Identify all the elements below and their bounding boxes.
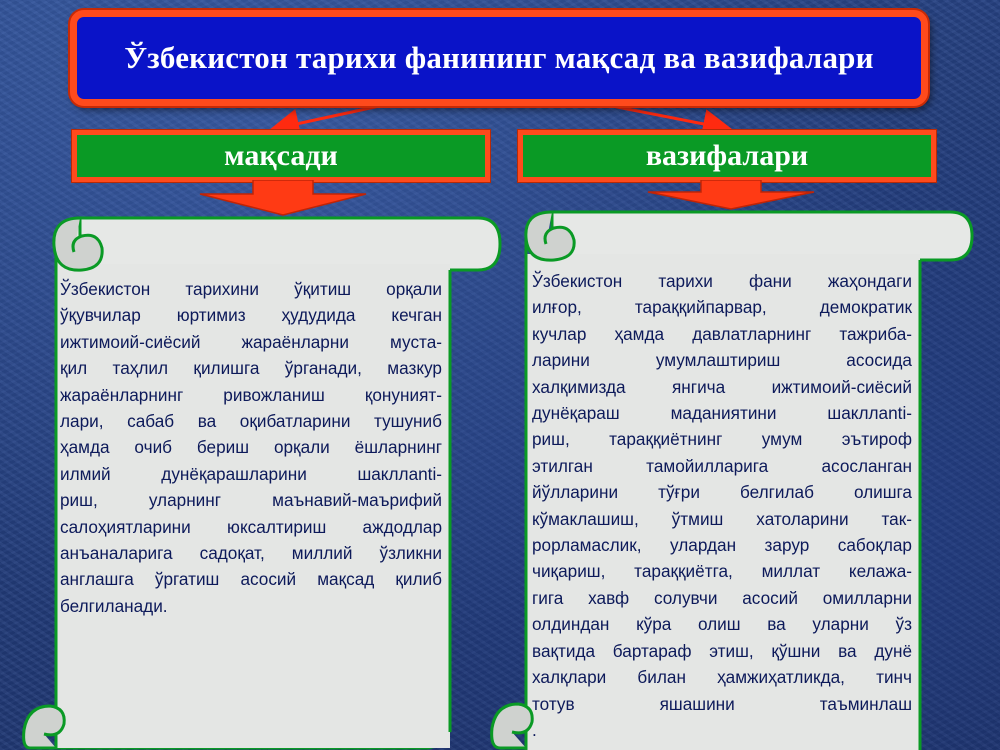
tasks-text-line: халқимизда янгича ижтимоий-сиёсий — [532, 376, 912, 397]
tasks-text-line: чиқариш, тараққиётга, миллат келажа- — [532, 561, 912, 582]
goal-text-line: Ўзбекистон тарихини ўқитиш орқали — [60, 279, 442, 299]
tasks-text-line: олдиндан кўра олиш ва уларни ўз — [532, 614, 912, 635]
page-title: Ўзбекистон тарихи фанининг мақсад ва вазифалари — [124, 40, 874, 75]
tasks-text-line: риш, тараққиётнинг умум эътироф — [532, 429, 912, 450]
tasks-text-line: ларини умумлаштириш асосида — [532, 350, 912, 371]
tasks-text — [532, 268, 912, 743]
goal-text — [60, 276, 442, 619]
goal-text-line: анъаналарига садоқат, миллий ўзликни — [60, 543, 442, 564]
tasks-text-line: гига хавф солувчи асосий омилларни — [532, 587, 912, 608]
goal-text-line: қил таҳлил қилишга ўрганади, мазкур — [60, 358, 442, 379]
goal-text-line: ҳамда очиб бериш орқали ёшларнинг — [60, 437, 442, 458]
goal-text-line: англашга ўргатиш асосий мақсад қилиб — [60, 569, 442, 590]
tasks-text-line: . — [532, 719, 537, 740]
tasks-text-line: халқлари билан ҳамжиҳатликда, тинч — [532, 667, 912, 688]
title-banner — [70, 10, 928, 106]
tasks-text-line: дунёқараш маданиятини шакллanti- — [532, 403, 912, 424]
scroll-goal — [20, 214, 502, 750]
heading-tasks — [518, 130, 936, 182]
down-arrow-left — [198, 180, 368, 216]
heading-goal — [72, 130, 490, 182]
heading-tasks-label: вазифалари — [645, 139, 809, 172]
goal-text-line: лари, сабаб ва оқибатларини тушуниб — [60, 411, 442, 432]
down-arrow-right — [646, 180, 816, 210]
goal-text-line: ижтимоий-сиёсий жараёнларни муста- — [60, 331, 442, 352]
heading-goal-label: мақсади — [224, 139, 338, 172]
tasks-text-line: кўмаклашиш, ўтмиш хатоларини так- — [532, 508, 912, 529]
goal-text-line: риш, уларнинг маънавий-маърифий — [60, 490, 442, 511]
tasks-text-line: тотув яшашини таъминлаш — [532, 693, 912, 714]
tasks-text-line: этилган тамойилларига асосланган — [532, 455, 912, 476]
goal-text-line: салоҳиятларини юксалтириш аждодлар — [60, 516, 442, 537]
tasks-text-line: Ўзбекистон тарихи фани жаҳондаги — [532, 271, 912, 291]
tasks-text-line: вақтида бартараф этиш, қўшни ва дунё — [532, 640, 912, 661]
scroll-tasks — [472, 208, 978, 750]
tasks-text-line: йўлларини тўғри белгилаб олишга — [532, 482, 912, 503]
tasks-text-line: рорламаслик, улардан зарур сабоқлар — [532, 535, 912, 556]
goal-text-line: жараёнларнинг ривожланиш қонуният- — [60, 384, 442, 405]
goal-text-line: ўқувчилар юртимиз ҳудудида кечган — [60, 305, 442, 326]
goal-text-line: белгиланади. — [60, 595, 168, 616]
goal-text-line: илмий дунёқарашларини шакллanti- — [60, 463, 442, 484]
tasks-text-line: кучлар ҳамда давлатларнинг тажриба- — [532, 323, 912, 344]
tasks-text-line: илғор, тараққийпарвар, демократик — [532, 297, 912, 318]
